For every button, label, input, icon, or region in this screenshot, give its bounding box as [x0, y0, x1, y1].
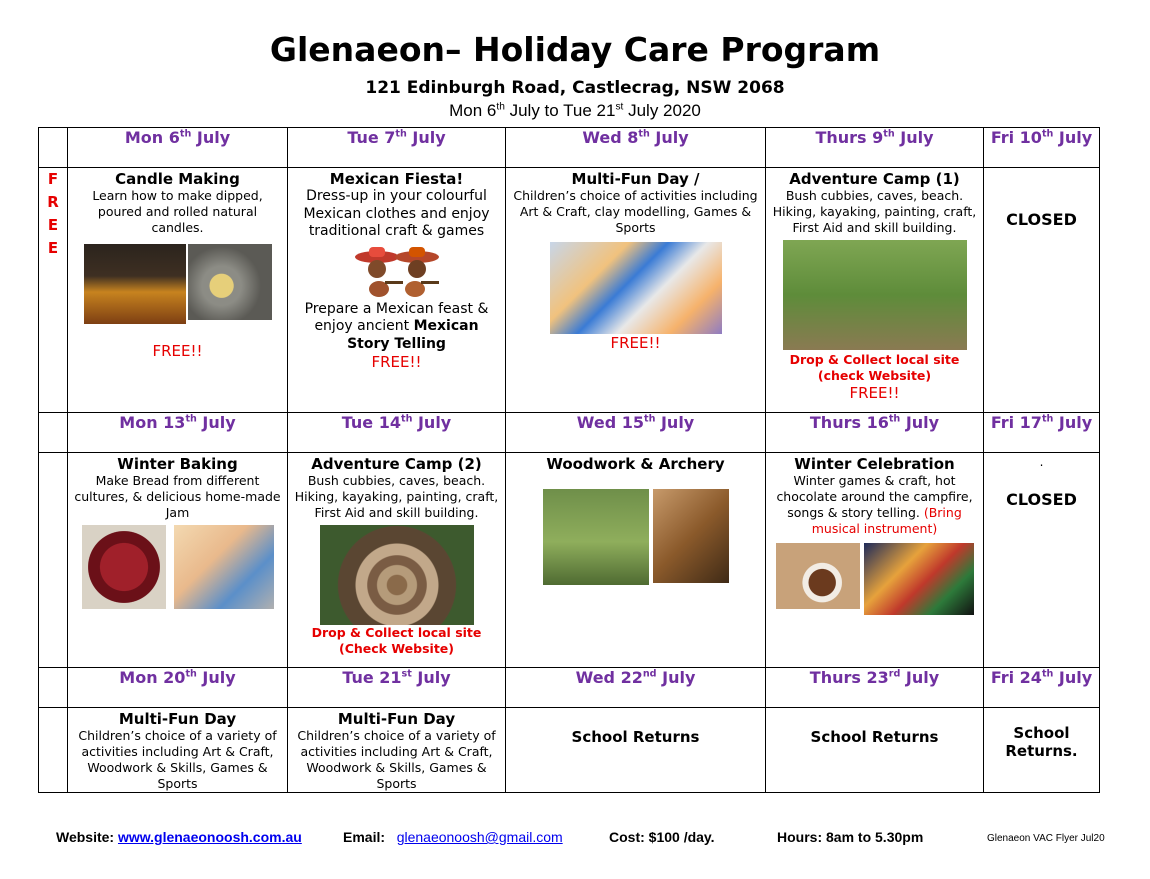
blank-cell — [39, 413, 68, 453]
blank-cell — [39, 128, 68, 168]
school-returns-wed: School Returns — [506, 708, 766, 793]
children-baking-photo — [174, 525, 274, 609]
day-thu-16: Thurs 16th July — [766, 413, 984, 453]
calendar-table — [38, 127, 1100, 793]
blank-cell — [39, 453, 68, 668]
blank-cell — [39, 668, 68, 708]
activity-adventure-camp-2: Adventure Camp (2) Bush cubbies, caves, beach. Hiking, kayaking, painting, craft, First Aid and skill building. Drop & Collect local site (Check Website) — [288, 453, 506, 668]
activity-mexican-fiesta: Mexican Fiesta! Dress-up in your colourful Mexican clothes and enjoy traditional craft & games Prepare a Mexican feast & enjoy ancient Mexican Story Telling FREE!! — [288, 168, 506, 413]
woodwork-photo — [653, 489, 729, 583]
hot-chocolate-photo — [776, 543, 860, 609]
mexican-guitar-illustration — [349, 245, 445, 301]
activity-adventure-camp-1: Adventure Camp (1) Bush cubbies, caves, beach. Hiking, kayaking, painting, craft, First Aid and skill building. Drop & Collect local site (check Website) FREE!! — [766, 168, 984, 413]
program-dates: Mon 6th July to Tue 21st July 2020 — [449, 101, 701, 120]
day-thu-23: Thurs 23rd July — [766, 668, 984, 708]
hours-text: Hours: 8am to 5.30pm — [777, 829, 924, 845]
day-tue-7: Tue 7th July — [288, 128, 506, 168]
friday-closed-1: CLOSED — [984, 168, 1100, 413]
flyer-code: Glenaeon VAC Flyer Jul20 — [987, 833, 1105, 844]
campfire-dance-photo — [864, 543, 974, 615]
website-link[interactable]: www.glenaeonoosh.com.au — [117, 829, 302, 845]
blank-cell — [39, 708, 68, 793]
website-label: Website: — [56, 829, 115, 845]
day-thu-9: Thurs 9th July — [766, 128, 984, 168]
email-link[interactable]: glenaeonoosh@gmail.com — [396, 829, 563, 845]
bush-camp-photo — [783, 240, 967, 350]
week2-header-row — [39, 413, 1100, 453]
activity-winter-baking: Winter Baking Make Bread from different cultures, & delicious home-made Jam — [68, 453, 288, 668]
school-returns-thu: School Returns — [766, 708, 984, 793]
day-mon-6: Mon 6th July — [68, 128, 288, 168]
activity-multi-fun-day-1: Multi-Fun Day / Children’s choice of activities including Art & Craft, clay modelling, Games & Sports FREE!! — [506, 168, 766, 413]
day-tue-21: Tue 21st July — [288, 668, 506, 708]
school-returns-fri: School Returns. — [984, 708, 1100, 793]
candle-dipping-photo — [84, 244, 186, 324]
week3-activity-row — [39, 708, 1100, 793]
archery-photo — [543, 489, 649, 585]
address: 121 Edinburgh Road, Castlecrag, NSW 2068 — [365, 78, 785, 98]
day-fri-17: Fri 17th July — [984, 413, 1100, 453]
candle-jars-photo — [188, 244, 272, 320]
free-vertical-label: F R E E — [39, 168, 68, 413]
sombrero-musicians-icon — [349, 245, 445, 301]
friday-closed-2: . CLOSED — [984, 453, 1100, 668]
children-cheering-photo — [550, 242, 722, 334]
week2-activity-row — [39, 453, 1100, 668]
week3-header-row — [39, 668, 1100, 708]
day-fri-24: Fri 24th July — [984, 668, 1100, 708]
week1-activity-row — [39, 168, 1100, 413]
activity-multi-fun-day-tue: Multi-Fun Day Children’s choice of a variety of activities including Art & Craft, Woodwork & Skills, Games & Sports — [288, 708, 506, 793]
week1-header-row — [39, 128, 1100, 168]
page-title: Glenaeon– Holiday Care Program — [269, 30, 881, 69]
cost-text: Cost: $100 /day. — [609, 829, 715, 845]
jam-jars-photo — [82, 525, 166, 609]
day-mon-20: Mon 20th July — [68, 668, 288, 708]
email-label: Email: — [343, 829, 386, 845]
day-tue-14: Tue 14th July — [288, 413, 506, 453]
day-wed-15: Wed 15th July — [506, 413, 766, 453]
activity-woodwork-archery: Woodwork & Archery — [506, 453, 766, 668]
day-mon-13: Mon 13th July — [68, 413, 288, 453]
day-wed-8: Wed 8th July — [506, 128, 766, 168]
activity-multi-fun-day-mon: Multi-Fun Day Children’s choice of a variety of activities including Art & Craft, Woodwork & Skills, Games & Sports — [68, 708, 288, 793]
day-wed-22: Wed 22nd July — [506, 668, 766, 708]
activity-winter-celebration: Winter Celebration Winter games & craft, hot chocolate around the campfire, songs & story telling. (Bring musical instrument) — [766, 453, 984, 668]
activity-candle-making: Candle Making Learn how to make dipped, poured and rolled natural candles. FREE!! — [68, 168, 288, 413]
day-fri-10: Fri 10th July — [984, 128, 1100, 168]
stone-spiral-photo — [320, 525, 474, 625]
